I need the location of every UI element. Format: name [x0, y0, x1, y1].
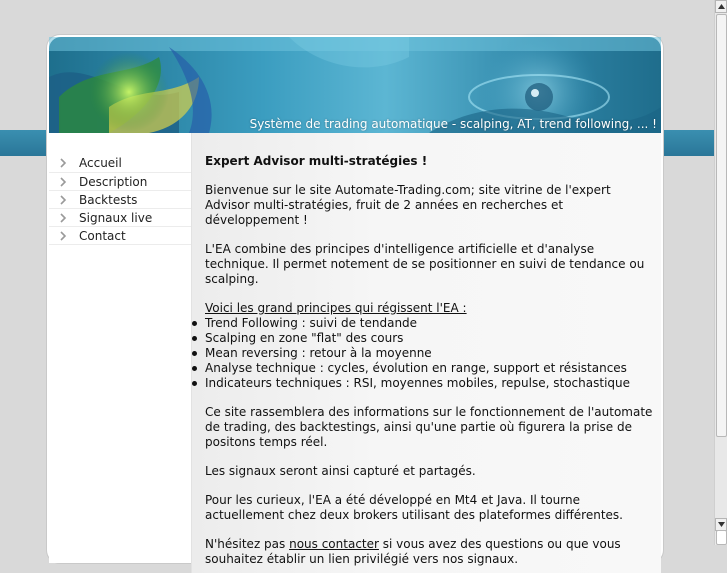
- contact-paragraph: [205, 537, 653, 567]
- nav-item-description[interactable]: [49, 173, 191, 191]
- principles-heading: Voici les grand principes qui régissent l'EA :: [205, 301, 467, 315]
- ea-paragraph: L'EA combine des principes d'intelligence artificielle et d'analyse technique. Il permet notement de se positionner en suivi de tendance ou scalping.: [205, 242, 645, 286]
- nav-item-label: Backtests: [79, 193, 138, 207]
- nav-item-signaux-live[interactable]: [49, 209, 191, 227]
- header-band-right: [662, 130, 714, 156]
- signals-paragraph: Les signaux seront ainsi capturé et partagés.: [205, 464, 476, 478]
- list-item: Mean reversing : retour à la moyenne: [205, 346, 653, 361]
- nav-item-label: Signaux live: [79, 211, 153, 225]
- nav-item-contact[interactable]: [49, 227, 191, 245]
- platform-paragraph: Pour les curieux, l'EA a été développé en Mt4 et Java. Il tourne actuellement chez deux brokers utilisant des plateformes différentes.: [205, 493, 623, 522]
- contact-text-before: N'hésitez pas: [205, 537, 290, 551]
- scrollbar-track-lower[interactable]: [716, 530, 727, 545]
- scrollbar-thumb[interactable]: [716, 14, 727, 437]
- site-slogan: Système de trading automatique - scalping, AT, trend following, ... !: [249, 117, 657, 131]
- nav-item-label: Description: [79, 175, 148, 189]
- header-banner: [49, 37, 661, 133]
- arrow-down-icon: [718, 522, 725, 527]
- scroll-up-button[interactable]: [715, 0, 727, 13]
- chevron-right-icon: [59, 232, 67, 240]
- page-title: Expert Advisor multi-stratégies !: [205, 154, 428, 168]
- intro-paragraph: Bienvenue sur le site Automate-Trading.com; site vitrine de l'expert Advisor multi-stratégies, fruit de 2 années en recherches et développement !: [205, 183, 611, 227]
- contact-link[interactable]: nous contacter: [289, 537, 379, 551]
- chevron-right-icon: [59, 214, 67, 222]
- main-content: [191, 133, 661, 573]
- nav-item-accueil[interactable]: [49, 153, 191, 173]
- list-item: Trend Following : suivi de tendande: [205, 316, 653, 331]
- principles-list: [205, 316, 653, 391]
- nav-item-backtests[interactable]: [49, 191, 191, 209]
- nav-item-label: Contact: [79, 229, 126, 243]
- arrow-up-icon: [718, 4, 725, 9]
- site-info-paragraph: Ce site rassemblera des informations sur le fonctionnement de l'automate de trading, des backtestings, ainsi qu'une partie où figurera la prise de positons temps réel.: [205, 405, 653, 449]
- nav-item-label: Accueil: [79, 156, 122, 170]
- sidebar-nav: [49, 133, 191, 563]
- header-band-left: [0, 130, 50, 156]
- chevron-right-icon: [59, 196, 67, 204]
- list-item: Indicateurs techniques : RSI, moyennes mobiles, repulse, stochastique: [205, 376, 653, 391]
- chevron-right-icon: [59, 159, 67, 167]
- chevron-right-icon: [59, 178, 67, 186]
- list-item: Scalping en zone "flat" des cours: [205, 331, 653, 346]
- contact-text-after: si vous avez des questions ou que vous souhaitez établir un lien privilégié vers nos signaux.: [205, 537, 621, 566]
- vertical-scrollbar[interactable]: [714, 0, 727, 545]
- page-frame: [46, 34, 664, 564]
- list-item: Analyse technique : cycles, évolution en range, support et résistances: [205, 361, 653, 376]
